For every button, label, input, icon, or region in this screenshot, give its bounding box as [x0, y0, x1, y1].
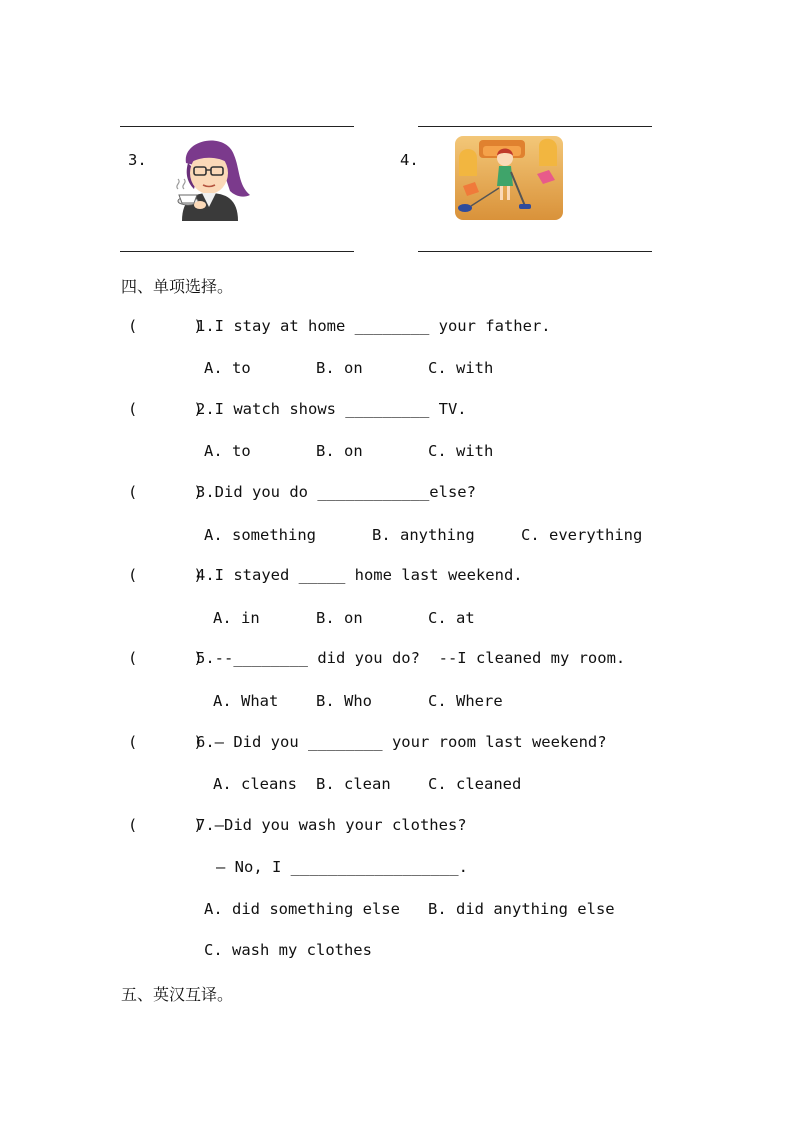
question-4-option-a: A. in: [213, 609, 260, 627]
question-1-option-b: B. on: [316, 359, 363, 377]
answer-line-bottom-left: [120, 251, 354, 252]
question-5-option-c: C. Where: [428, 692, 503, 710]
question-4-option-c: C. at: [428, 609, 475, 627]
question-7-stem: 7.–Did you wash your clothes?: [196, 816, 467, 834]
question-1-option-c: C. with: [428, 359, 494, 377]
question-2-stem: 2.I watch shows _________ TV.: [196, 400, 467, 418]
answer-line-bottom-right: [418, 251, 652, 252]
picture-number-4: 4.: [400, 151, 419, 169]
question-5-stem: 5.--________ did you do? --I cleaned my room.: [196, 649, 626, 667]
question-6-option-a: A. cleans: [213, 775, 297, 793]
question-3-option-b: B. anything: [372, 526, 475, 544]
woman-with-teacup-image: [164, 133, 256, 221]
question-7-reply: – No, I __________________.: [216, 858, 468, 876]
question-6-paren: ( ): [128, 733, 203, 751]
question-2-option-c: C. with: [428, 442, 494, 460]
question-4-stem: 4.I stayed _____ home last weekend.: [196, 566, 523, 584]
question-6-option-b: B. clean: [316, 775, 391, 793]
question-1-option-a: A. to: [204, 359, 251, 377]
question-3-option-a: A. something: [204, 526, 316, 544]
question-1-stem: 1.I stay at home ________ your father.: [196, 317, 551, 335]
question-4-option-b: B. on: [316, 609, 363, 627]
question-5-paren: ( ): [128, 649, 203, 667]
question-7-option-c: C. wash my clothes: [204, 941, 372, 959]
question-7-option-b: B. did anything else: [428, 900, 615, 918]
answer-line-top-left: [120, 126, 354, 127]
question-5-option-a: A. What: [213, 692, 279, 710]
answer-line-top-right: [418, 126, 652, 127]
question-3-paren: ( ): [128, 483, 203, 501]
question-4-paren: ( ): [128, 566, 203, 584]
question-7-paren: ( ): [128, 816, 203, 834]
girl-cleaning-room-image: [455, 136, 563, 220]
question-6-option-c: C. cleaned: [428, 775, 522, 793]
picture-number-3: 3.: [128, 151, 147, 169]
question-2-option-a: A. to: [204, 442, 251, 460]
question-1-paren: ( ): [128, 317, 203, 335]
question-2-paren: ( ): [128, 400, 203, 418]
question-6-stem: 6.– Did you ________ your room last weekend?: [196, 733, 607, 751]
question-2-option-b: B. on: [316, 442, 363, 460]
section-4-heading: 四、单项选择。: [121, 277, 234, 296]
question-3-option-c: C. everything: [521, 526, 643, 544]
section-5-heading: 五、英汉互译。: [121, 985, 234, 1004]
question-5-option-b: B. Who: [316, 692, 372, 710]
question-7-option-a: A. did something else: [204, 900, 400, 918]
question-3-stem: 3.Did you do ____________else?: [196, 483, 476, 501]
